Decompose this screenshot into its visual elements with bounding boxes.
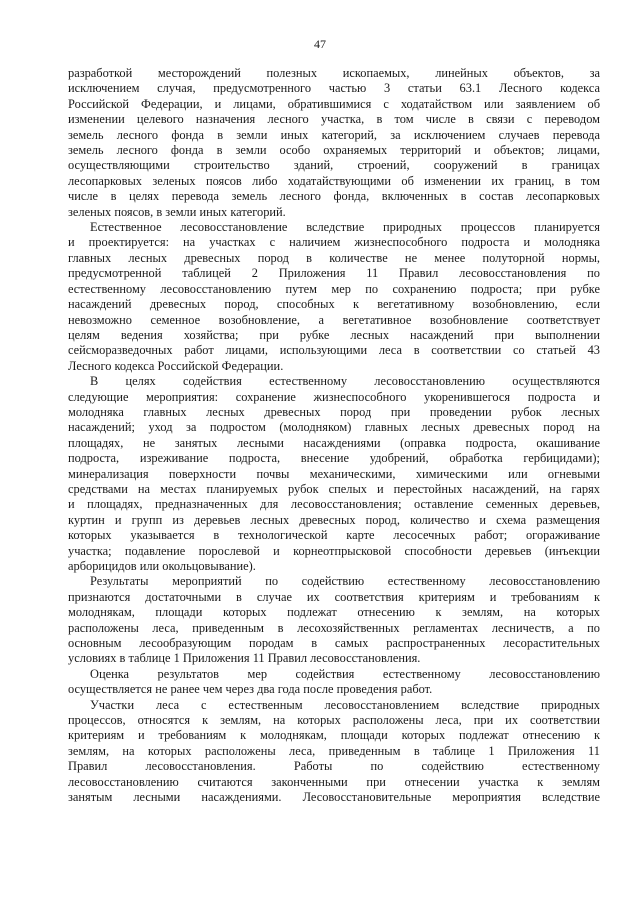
text-line: основным лесообразующим породам в самых распространенных лесорастительных: [68, 636, 600, 651]
page-number: 47: [314, 37, 326, 51]
text-line: Лесного кодекса Российской Федерации.: [68, 358, 284, 373]
text-line: условиях в таблице 1 Приложения 11 Правил лесовосстановления.: [68, 651, 421, 666]
text-line: главных лесных древесных пород в количестве не менее полуторной нормы,: [68, 250, 600, 265]
text-line: следующие мероприятия: сохранение жизнеспособного укоренившегося подроста и: [68, 389, 600, 404]
text-line: расположены леса, приведенным в лесохозяйственных регламентах лесничеств, а по: [68, 620, 600, 635]
text-line: целям ведения хозяйства; при рубке лесных насаждений при выполнении: [68, 327, 600, 342]
text-line: которых указывается в технологической карте лесосечных работ; огораживание: [68, 528, 600, 543]
text-line: предусмотренной таблицей 2 Приложения 11 Правил лесовосстановления по: [68, 266, 600, 281]
text-line: невозможно семенное возобновление, а вегетативное возобновление соответствует: [68, 312, 600, 327]
text-line: лесопарковых зеленых поясов либо ходатайствующими об изменении их границ, в том: [68, 173, 600, 188]
text-line: осуществляющими строительство зданий, строений, сооружений в границах: [68, 158, 600, 173]
text-line: арборицидов или окольцовывание).: [68, 559, 256, 573]
text-line: Правил лесовосстановления. Работы по содействию естественному: [68, 759, 600, 774]
text-line: Оценка результатов мер содействия естественному лесовосстановлению: [90, 666, 600, 681]
text-line: земель лесного фонда в земли особо охраняемых территорий и объектов; лицами,: [68, 143, 600, 158]
text-line: площадях, не занятых лесными насаждениями (оправка подроста, окашивание: [68, 435, 600, 450]
text-line: изменении целевого назначения лесного участка, в том числе в связи с переводом: [68, 112, 600, 127]
text-line: и площадях, предназначенных для лесовосстановления; оставление семенных деревьев,: [68, 497, 600, 512]
text-line: критериям и требованиям к молоднякам, площади которых подлежат отнесению к: [68, 728, 600, 743]
paragraph: [68, 374, 600, 574]
text-line: зеленых поясов, в земли иных категорий.: [68, 204, 286, 219]
text-line: естественному лесовосстановлению путем мер по сохранению подроста; при рубке: [68, 281, 600, 296]
text-line: Российской Федерации, и лицами, обратившимися с ходатайством или заявлением об: [68, 96, 600, 111]
text-line: Результаты мероприятий по содействию естественному лесовосстановлению: [90, 574, 600, 589]
text-line: числе в целях перевода земель лесного фонда, включенных в состав лесопарковых: [68, 189, 600, 204]
text-line: подроста, изреживание подроста, внесение удобрений, обработка гербицидами);: [68, 451, 600, 466]
text-line: процессов, относятся к землям, на которых расположены леса, при их соответствии: [68, 713, 600, 728]
text-line: лесовосстановлению считаются законченными при отнесении участка к землям: [68, 774, 600, 789]
text-line: разработкой месторождений полезных ископаемых, линейных объектов, за: [68, 66, 600, 80]
text-line: Естественное лесовосстановление вследствие природных процессов планируется: [90, 220, 600, 235]
text-line: молодняка главных лесных древесных пород при проведении рубок лесных: [68, 404, 600, 419]
paragraph: [68, 698, 600, 806]
paragraph: [68, 574, 600, 666]
text-line: средствами на местах планируемых рубок спелых и перестойных насаждений, на гарях: [68, 481, 600, 496]
text-line: занятым лесными насаждениями. Лесовосстановительные мероприятия вследствие: [68, 790, 600, 805]
text-line: осуществляется не ранее чем через два года после проведения работ.: [68, 682, 433, 697]
text-line: сейсморазведочных работ лицами, использующими леса в соответствии со статьей 43: [68, 343, 600, 358]
text-line: молоднякам, площади которых подлежат отнесению к землям, на которых: [68, 605, 600, 620]
text-line: Участки леса с естественным лесовосстановлением вследствие природных: [90, 697, 600, 712]
text-line: признаются достаточными в случае их соответствия критериям и требованиям к: [68, 589, 600, 604]
paragraph: [68, 220, 600, 374]
paragraph: [68, 66, 600, 220]
text-line: участка; подавление порослевой и корнеотпрысковой способности деревьев (инъекции: [68, 543, 600, 558]
text-line: насаждений древесных пород, способных к вегетативному возобновлению, если: [68, 297, 600, 312]
text-line: землям, на которых расположены леса, приведенным в таблице 1 Приложения 11: [68, 743, 600, 758]
text-line: насаждений; уход за подростом (молодняком) главных лесных древесных пород на: [68, 420, 600, 435]
text-line: и проектируется: на участках с наличием жизнеспособного подроста и молодняка: [68, 235, 600, 250]
text-line: минерализация поверхности почвы механическими, химическими или огневыми: [68, 466, 600, 481]
body-text: [68, 66, 600, 806]
text-line: исключением случая, предусмотренного частью 3 статьи 63.1 Лесного кодекса: [68, 81, 600, 96]
text-line: куртин и групп из деревьев лесных древесных пород, количество и схема размещения: [68, 512, 600, 527]
text-line: земель лесного фонда в земли иных категорий, за исключением случаев перевода: [68, 127, 600, 142]
paragraph: [68, 667, 600, 698]
text-line: В целях содействия естественному лесовосстановлению осуществляются: [90, 374, 600, 389]
